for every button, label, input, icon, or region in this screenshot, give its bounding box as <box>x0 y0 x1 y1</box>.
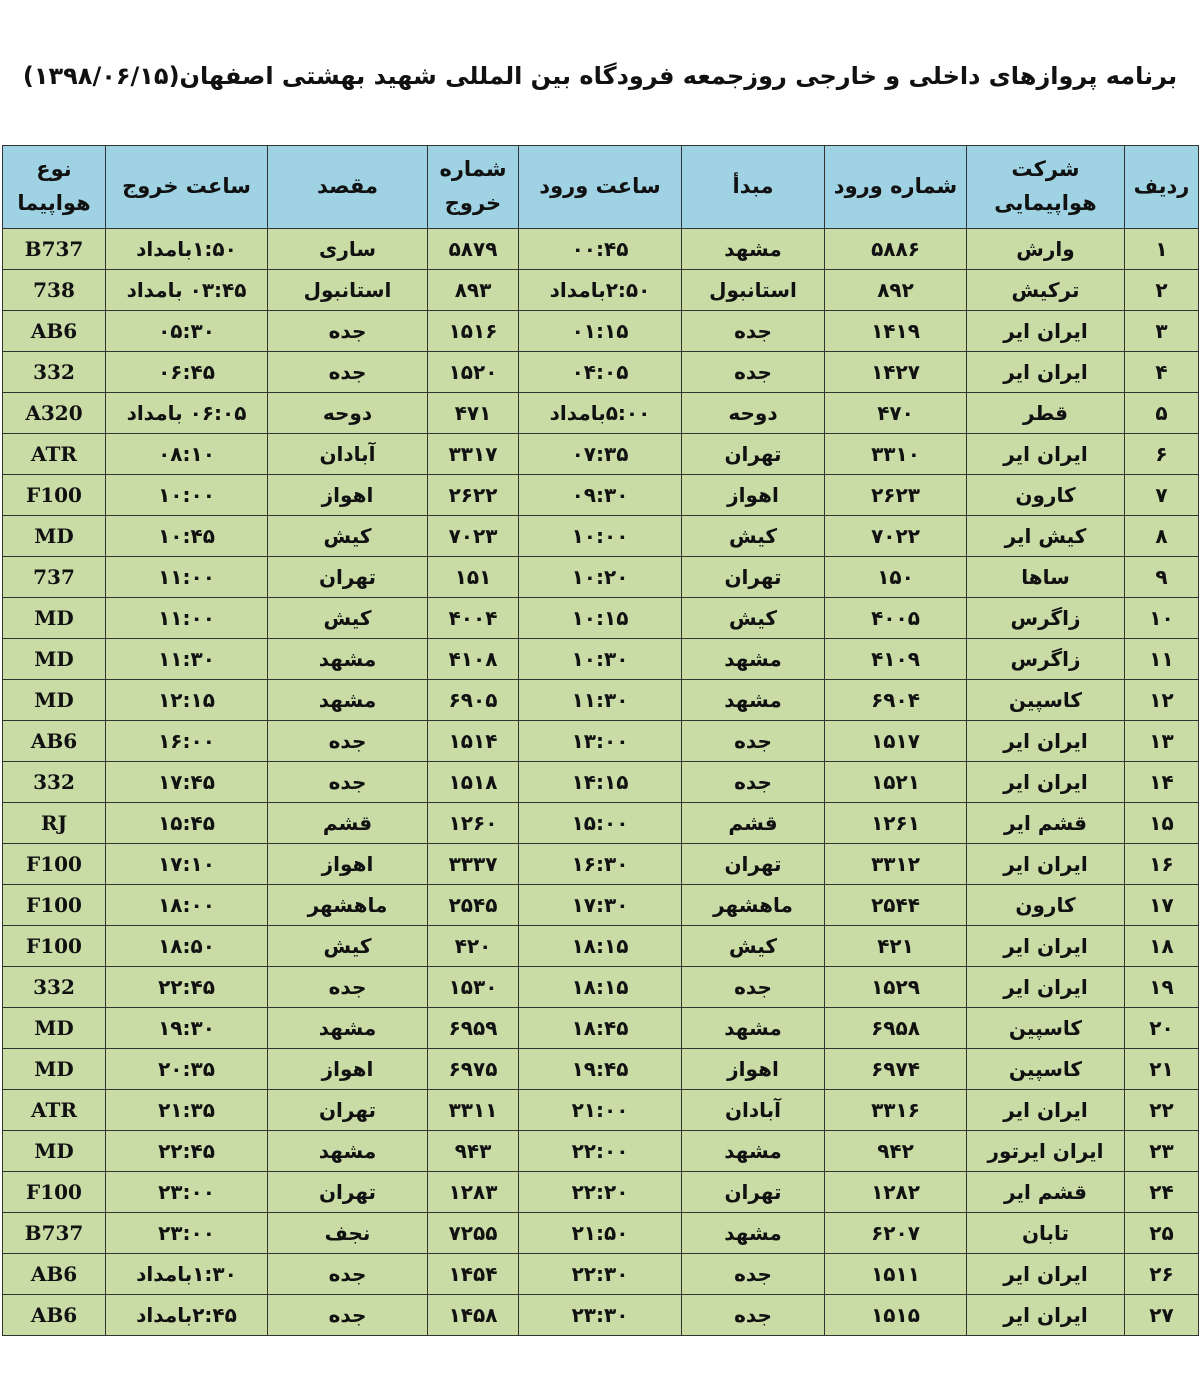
cell-row-number: ۱۶ <box>1125 844 1199 885</box>
cell-arrival-time: ۱۳:۰۰ <box>519 721 682 762</box>
cell-arrival-time: ۱۱:۳۰ <box>519 680 682 721</box>
table-row <box>3 1254 1199 1295</box>
cell-departure-time: ۱:۳۰بامداد <box>106 1254 268 1295</box>
cell-aircraft-type: 332 <box>3 762 106 803</box>
cell-aircraft-type: F100 <box>3 844 106 885</box>
cell-arrival-time: ۱۶:۳۰ <box>519 844 682 885</box>
cell-departure-number: ۵۸۷۹ <box>428 229 519 270</box>
cell-arrival-number: ۱۵۲۱ <box>825 762 967 803</box>
cell-airline: ترکیش <box>967 270 1125 311</box>
cell-arrival-number: ۱۵۱۱ <box>825 1254 967 1295</box>
cell-airline: ایران ایر <box>967 762 1125 803</box>
cell-arrival-number: ۴۷۰ <box>825 393 967 434</box>
table-row <box>3 516 1199 557</box>
cell-airline: کاسپین <box>967 680 1125 721</box>
cell-departure-number: ۴۱۰۸ <box>428 639 519 680</box>
cell-departure-number: ۱۵۱۸ <box>428 762 519 803</box>
cell-airline: کاسپین <box>967 1008 1125 1049</box>
cell-arrival-time: ۲۳:۳۰ <box>519 1295 682 1336</box>
cell-origin: مشهد <box>682 1213 825 1254</box>
cell-arrival-time: ۲۱:۰۰ <box>519 1090 682 1131</box>
cell-destination: مشهد <box>268 639 428 680</box>
cell-destination: اهواز <box>268 844 428 885</box>
cell-arrival-time: ۱۰:۲۰ <box>519 557 682 598</box>
cell-arrival-number: ۲۶۲۳ <box>825 475 967 516</box>
cell-airline: تابان <box>967 1213 1125 1254</box>
cell-airline: کاسپین <box>967 1049 1125 1090</box>
table-row <box>3 762 1199 803</box>
cell-row-number: ۱۳ <box>1125 721 1199 762</box>
table-row <box>3 1008 1199 1049</box>
table-row <box>3 393 1199 434</box>
cell-origin: استانبول <box>682 270 825 311</box>
table-row <box>3 1172 1199 1213</box>
cell-aircraft-type: MD <box>3 598 106 639</box>
cell-destination: تهران <box>268 1090 428 1131</box>
header-departure-time: ساعت خروج <box>106 146 268 229</box>
cell-arrival-number: ۶۹۵۸ <box>825 1008 967 1049</box>
cell-departure-time: ۱۰:۴۵ <box>106 516 268 557</box>
header-destination: مقصد <box>268 146 428 229</box>
cell-destination: قشم <box>268 803 428 844</box>
cell-destination: اهواز <box>268 1049 428 1090</box>
cell-airline: ایران ایر <box>967 844 1125 885</box>
cell-aircraft-type: MD <box>3 1131 106 1172</box>
cell-airline: ایران ایر <box>967 926 1125 967</box>
cell-departure-time: ۱:۵۰بامداد <box>106 229 268 270</box>
cell-departure-time: ۱۰:۰۰ <box>106 475 268 516</box>
cell-arrival-time: ۰۹:۳۰ <box>519 475 682 516</box>
cell-destination: تهران <box>268 1172 428 1213</box>
cell-departure-time: ۲۰:۳۵ <box>106 1049 268 1090</box>
cell-departure-time: ۱۶:۰۰ <box>106 721 268 762</box>
cell-destination: کیش <box>268 516 428 557</box>
cell-arrival-number: ۶۹۷۴ <box>825 1049 967 1090</box>
cell-destination: دوحه <box>268 393 428 434</box>
schedule-body <box>3 229 1199 1336</box>
cell-departure-time: ۰۳:۴۵ بامداد <box>106 270 268 311</box>
cell-arrival-time: ۱۷:۳۰ <box>519 885 682 926</box>
cell-departure-number: ۱۵۱۶ <box>428 311 519 352</box>
cell-arrival-time: ۲:۵۰بامداد <box>519 270 682 311</box>
cell-destination: مشهد <box>268 1131 428 1172</box>
cell-arrival-time: ۵:۰۰بامداد <box>519 393 682 434</box>
cell-origin: جده <box>682 762 825 803</box>
cell-arrival-time: ۱۸:۴۵ <box>519 1008 682 1049</box>
header-arrival-number: شماره ورود <box>825 146 967 229</box>
cell-arrival-number: ۴۱۰۹ <box>825 639 967 680</box>
cell-aircraft-type: B737 <box>3 229 106 270</box>
cell-departure-time: ۲۳:۰۰ <box>106 1172 268 1213</box>
cell-departure-number: ۲۵۴۵ <box>428 885 519 926</box>
cell-row-number: ۲ <box>1125 270 1199 311</box>
cell-aircraft-type: AB6 <box>3 1295 106 1336</box>
cell-departure-time: ۱۵:۴۵ <box>106 803 268 844</box>
cell-origin: قشم <box>682 803 825 844</box>
cell-arrival-number: ۷۰۲۲ <box>825 516 967 557</box>
table-row <box>3 639 1199 680</box>
cell-arrival-time: ۱۸:۱۵ <box>519 967 682 1008</box>
cell-row-number: ۲۶ <box>1125 1254 1199 1295</box>
cell-departure-time: ۱۱:۰۰ <box>106 598 268 639</box>
cell-row-number: ۶ <box>1125 434 1199 475</box>
cell-origin: مشهد <box>682 1008 825 1049</box>
cell-destination: نجف <box>268 1213 428 1254</box>
table-row <box>3 1131 1199 1172</box>
cell-destination: جده <box>268 352 428 393</box>
cell-row-number: ۱۵ <box>1125 803 1199 844</box>
cell-departure-time: ۲۳:۰۰ <box>106 1213 268 1254</box>
cell-destination: ساری <box>268 229 428 270</box>
table-row <box>3 967 1199 1008</box>
cell-arrival-number: ۵۸۸۶ <box>825 229 967 270</box>
cell-origin: ماهشهر <box>682 885 825 926</box>
cell-departure-number: ۱۵۳۰ <box>428 967 519 1008</box>
cell-aircraft-type: AB6 <box>3 311 106 352</box>
cell-arrival-number: ۸۹۲ <box>825 270 967 311</box>
cell-airline: ایران ایر <box>967 1090 1125 1131</box>
cell-airline: ساها <box>967 557 1125 598</box>
cell-arrival-number: ۱۲۶۱ <box>825 803 967 844</box>
cell-aircraft-type: MD <box>3 516 106 557</box>
cell-departure-number: ۸۹۳ <box>428 270 519 311</box>
cell-departure-number: ۱۴۵۴ <box>428 1254 519 1295</box>
cell-destination: مشهد <box>268 680 428 721</box>
cell-arrival-number: ۴۲۱ <box>825 926 967 967</box>
cell-origin: آبادان <box>682 1090 825 1131</box>
cell-arrival-time: ۰۴:۰۵ <box>519 352 682 393</box>
table-row <box>3 598 1199 639</box>
cell-aircraft-type: AB6 <box>3 721 106 762</box>
cell-row-number: ۲۵ <box>1125 1213 1199 1254</box>
cell-departure-number: ۷۰۲۳ <box>428 516 519 557</box>
cell-airline: کارون <box>967 475 1125 516</box>
cell-departure-time: ۰۶:۰۵ بامداد <box>106 393 268 434</box>
cell-arrival-time: ۱۴:۱۵ <box>519 762 682 803</box>
cell-aircraft-type: F100 <box>3 926 106 967</box>
cell-departure-number: ۴۰۰۴ <box>428 598 519 639</box>
cell-arrival-number: ۱۵۱۵ <box>825 1295 967 1336</box>
cell-airline: کیش ایر <box>967 516 1125 557</box>
cell-origin: اهواز <box>682 475 825 516</box>
table-row <box>3 352 1199 393</box>
cell-arrival-time: ۲۱:۵۰ <box>519 1213 682 1254</box>
cell-airline: ایران ایر <box>967 311 1125 352</box>
cell-row-number: ۱۸ <box>1125 926 1199 967</box>
header-origin: مبدأ <box>682 146 825 229</box>
cell-airline: کارون <box>967 885 1125 926</box>
cell-destination: تهران <box>268 557 428 598</box>
cell-origin: مشهد <box>682 229 825 270</box>
cell-aircraft-type: MD <box>3 1049 106 1090</box>
cell-row-number: ۱ <box>1125 229 1199 270</box>
cell-aircraft-type: 332 <box>3 352 106 393</box>
cell-aircraft-type: RJ <box>3 803 106 844</box>
cell-departure-number: ۶۹۷۵ <box>428 1049 519 1090</box>
cell-arrival-number: ۱۵۲۹ <box>825 967 967 1008</box>
table-row <box>3 311 1199 352</box>
cell-row-number: ۹ <box>1125 557 1199 598</box>
cell-arrival-time: ۲۲:۲۰ <box>519 1172 682 1213</box>
cell-departure-number: ۴۷۱ <box>428 393 519 434</box>
cell-departure-time: ۱۷:۱۰ <box>106 844 268 885</box>
cell-origin: جده <box>682 721 825 762</box>
cell-origin: جده <box>682 1254 825 1295</box>
cell-destination: مشهد <box>268 1008 428 1049</box>
cell-arrival-time: ۱۰:۳۰ <box>519 639 682 680</box>
cell-arrival-time: ۲۲:۳۰ <box>519 1254 682 1295</box>
cell-aircraft-type: MD <box>3 680 106 721</box>
cell-airline: زاگرس <box>967 598 1125 639</box>
cell-origin: مشهد <box>682 1131 825 1172</box>
cell-origin: جده <box>682 967 825 1008</box>
cell-airline: ایران ایر <box>967 721 1125 762</box>
cell-departure-time: ۲۲:۴۵ <box>106 1131 268 1172</box>
cell-destination: جده <box>268 967 428 1008</box>
cell-origin: اهواز <box>682 1049 825 1090</box>
cell-departure-number: ۱۵۱ <box>428 557 519 598</box>
cell-airline: ایران ایر <box>967 967 1125 1008</box>
cell-departure-time: ۱۱:۳۰ <box>106 639 268 680</box>
cell-departure-number: ۶۹۵۹ <box>428 1008 519 1049</box>
header-arrival-time: ساعت ورود <box>519 146 682 229</box>
cell-arrival-number: ۲۵۴۴ <box>825 885 967 926</box>
cell-aircraft-type: B737 <box>3 1213 106 1254</box>
cell-departure-number: ۱۲۶۰ <box>428 803 519 844</box>
cell-aircraft-type: AB6 <box>3 1254 106 1295</box>
cell-aircraft-type: MD <box>3 1008 106 1049</box>
table-row <box>3 680 1199 721</box>
cell-arrival-time: ۰۰:۴۵ <box>519 229 682 270</box>
cell-departure-number: ۷۲۵۵ <box>428 1213 519 1254</box>
header-aircraft-type: نوع هواپیما <box>3 146 106 229</box>
cell-arrival-number: ۶۹۰۴ <box>825 680 967 721</box>
cell-destination: جده <box>268 721 428 762</box>
cell-departure-number: ۳۳۳۷ <box>428 844 519 885</box>
cell-origin: تهران <box>682 434 825 475</box>
cell-row-number: ۲۷ <box>1125 1295 1199 1336</box>
cell-aircraft-type: 738 <box>3 270 106 311</box>
table-row <box>3 721 1199 762</box>
table-row <box>3 803 1199 844</box>
cell-departure-time: ۰۸:۱۰ <box>106 434 268 475</box>
cell-row-number: ۱۹ <box>1125 967 1199 1008</box>
cell-row-number: ۲۱ <box>1125 1049 1199 1090</box>
cell-departure-number: ۲۶۲۲ <box>428 475 519 516</box>
cell-row-number: ۷ <box>1125 475 1199 516</box>
cell-row-number: ۲۲ <box>1125 1090 1199 1131</box>
cell-departure-number: ۱۴۵۸ <box>428 1295 519 1336</box>
cell-departure-number: ۱۵۲۰ <box>428 352 519 393</box>
cell-airline: ایران ایر <box>967 1254 1125 1295</box>
cell-destination: آبادان <box>268 434 428 475</box>
cell-departure-time: ۱۸:۵۰ <box>106 926 268 967</box>
cell-destination: کیش <box>268 926 428 967</box>
cell-row-number: ۲۴ <box>1125 1172 1199 1213</box>
cell-arrival-time: ۰۷:۳۵ <box>519 434 682 475</box>
cell-departure-time: ۱۲:۱۵ <box>106 680 268 721</box>
cell-departure-time: ۲۲:۴۵ <box>106 967 268 1008</box>
cell-departure-number: ۶۹۰۵ <box>428 680 519 721</box>
cell-aircraft-type: ATR <box>3 1090 106 1131</box>
cell-airline: ایران ایر <box>967 352 1125 393</box>
cell-row-number: ۲۰ <box>1125 1008 1199 1049</box>
cell-departure-time: ۱۸:۰۰ <box>106 885 268 926</box>
cell-airline: وارش <box>967 229 1125 270</box>
cell-row-number: ۱۰ <box>1125 598 1199 639</box>
cell-row-number: ۸ <box>1125 516 1199 557</box>
cell-aircraft-type: A320 <box>3 393 106 434</box>
table-row <box>3 926 1199 967</box>
cell-airline: قشم ایر <box>967 803 1125 844</box>
cell-arrival-time: ۱۰:۰۰ <box>519 516 682 557</box>
cell-departure-number: ۳۳۱۱ <box>428 1090 519 1131</box>
cell-row-number: ۲۳ <box>1125 1131 1199 1172</box>
header-airline: شرکت هواپیمایی <box>967 146 1125 229</box>
cell-arrival-time: ۲۲:۰۰ <box>519 1131 682 1172</box>
cell-departure-time: ۰۵:۳۰ <box>106 311 268 352</box>
cell-departure-number: ۱۲۸۳ <box>428 1172 519 1213</box>
cell-arrival-number: ۱۵۱۷ <box>825 721 967 762</box>
table-row <box>3 1213 1199 1254</box>
cell-aircraft-type: 737 <box>3 557 106 598</box>
cell-departure-number: ۹۴۳ <box>428 1131 519 1172</box>
cell-airline: قطر <box>967 393 1125 434</box>
cell-arrival-number: ۱۴۱۹ <box>825 311 967 352</box>
table-row <box>3 557 1199 598</box>
cell-row-number: ۱۲ <box>1125 680 1199 721</box>
cell-arrival-number: ۶۲۰۷ <box>825 1213 967 1254</box>
cell-arrival-time: ۰۱:۱۵ <box>519 311 682 352</box>
cell-row-number: ۴ <box>1125 352 1199 393</box>
cell-origin: دوحه <box>682 393 825 434</box>
cell-departure-time: ۱۷:۴۵ <box>106 762 268 803</box>
cell-arrival-number: ۱۲۸۲ <box>825 1172 967 1213</box>
cell-arrival-time: ۱۹:۴۵ <box>519 1049 682 1090</box>
table-row <box>3 1295 1199 1336</box>
cell-departure-number: ۳۳۱۷ <box>428 434 519 475</box>
header-row <box>3 146 1199 229</box>
cell-arrival-number: ۳۳۱۰ <box>825 434 967 475</box>
page-title: برنامه پروازهای داخلی و خارجی روزجمعه فرودگاه بین المللی شهید بهشتی اصفهان(۱۳۹۸/۰۶/۱۵) <box>22 62 1178 90</box>
header-row-number: ردیف <box>1125 146 1199 229</box>
table-row <box>3 475 1199 516</box>
cell-origin: کیش <box>682 516 825 557</box>
table-row <box>3 844 1199 885</box>
cell-origin: کیش <box>682 926 825 967</box>
cell-destination: جده <box>268 1254 428 1295</box>
cell-origin: مشهد <box>682 639 825 680</box>
cell-origin: تهران <box>682 1172 825 1213</box>
cell-aircraft-type: F100 <box>3 885 106 926</box>
table-row <box>3 1090 1199 1131</box>
table-row <box>3 885 1199 926</box>
cell-departure-number: ۱۵۱۴ <box>428 721 519 762</box>
cell-airline: زاگرس <box>967 639 1125 680</box>
cell-departure-time: ۱۱:۰۰ <box>106 557 268 598</box>
cell-destination: جده <box>268 1295 428 1336</box>
cell-aircraft-type: 332 <box>3 967 106 1008</box>
cell-origin: جده <box>682 311 825 352</box>
cell-arrival-time: ۱۰:۱۵ <box>519 598 682 639</box>
cell-destination: استانبول <box>268 270 428 311</box>
cell-destination: ماهشهر <box>268 885 428 926</box>
cell-row-number: ۵ <box>1125 393 1199 434</box>
table-row <box>3 270 1199 311</box>
cell-airline: قشم ایر <box>967 1172 1125 1213</box>
cell-arrival-time: ۱۸:۱۵ <box>519 926 682 967</box>
cell-departure-time: ۲۱:۳۵ <box>106 1090 268 1131</box>
cell-origin: تهران <box>682 844 825 885</box>
cell-origin: تهران <box>682 557 825 598</box>
cell-arrival-time: ۱۵:۰۰ <box>519 803 682 844</box>
cell-row-number: ۱۴ <box>1125 762 1199 803</box>
cell-airline: ایران ایر <box>967 434 1125 475</box>
cell-arrival-number: ۳۳۱۶ <box>825 1090 967 1131</box>
cell-aircraft-type: ATR <box>3 434 106 475</box>
header-departure-number: شماره خروج <box>428 146 519 229</box>
table-row <box>3 229 1199 270</box>
cell-arrival-number: ۱۵۰ <box>825 557 967 598</box>
cell-destination: جده <box>268 762 428 803</box>
cell-origin: مشهد <box>682 680 825 721</box>
cell-departure-time: ۲:۴۵بامداد <box>106 1295 268 1336</box>
cell-row-number: ۱۱ <box>1125 639 1199 680</box>
cell-destination: جده <box>268 311 428 352</box>
cell-airline: ایران ایر <box>967 1295 1125 1336</box>
cell-arrival-number: ۴۰۰۵ <box>825 598 967 639</box>
cell-row-number: ۱۷ <box>1125 885 1199 926</box>
cell-arrival-number: ۱۴۲۷ <box>825 352 967 393</box>
cell-aircraft-type: F100 <box>3 475 106 516</box>
cell-destination: اهواز <box>268 475 428 516</box>
cell-arrival-number: ۳۳۱۲ <box>825 844 967 885</box>
cell-arrival-number: ۹۴۲ <box>825 1131 967 1172</box>
cell-aircraft-type: MD <box>3 639 106 680</box>
cell-destination: کیش <box>268 598 428 639</box>
cell-origin: کیش <box>682 598 825 639</box>
cell-departure-time: ۰۶:۴۵ <box>106 352 268 393</box>
cell-origin: جده <box>682 352 825 393</box>
cell-airline: ایران ایرتور <box>967 1131 1125 1172</box>
cell-row-number: ۳ <box>1125 311 1199 352</box>
cell-departure-number: ۴۲۰ <box>428 926 519 967</box>
table-row <box>3 434 1199 475</box>
cell-origin: جده <box>682 1295 825 1336</box>
cell-departure-time: ۱۹:۳۰ <box>106 1008 268 1049</box>
table-row <box>3 1049 1199 1090</box>
flight-schedule-table <box>2 145 1199 1336</box>
cell-aircraft-type: F100 <box>3 1172 106 1213</box>
